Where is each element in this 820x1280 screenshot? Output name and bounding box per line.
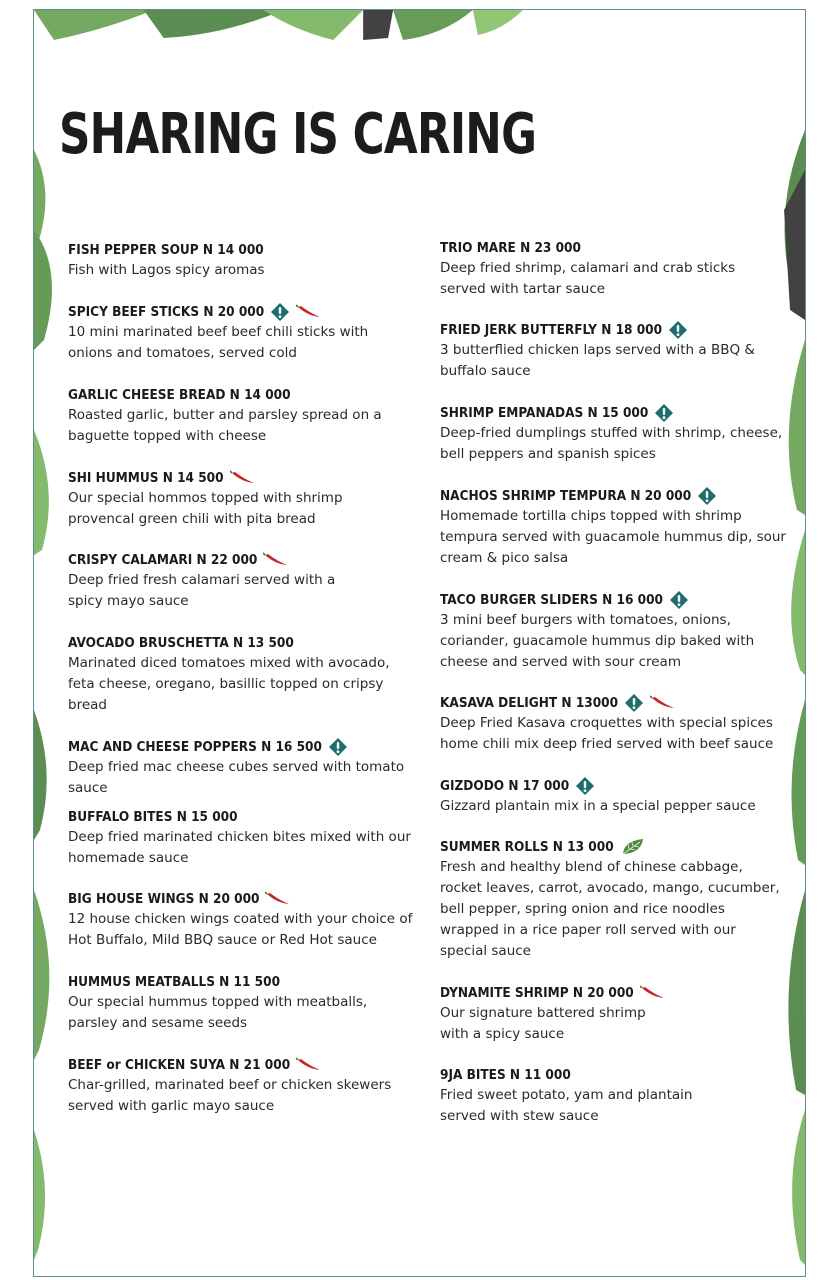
menu-item bbox=[68, 550, 428, 612]
allergen-alert-icon bbox=[575, 776, 595, 796]
item-name: SHI HUMMUS N 14 500 bbox=[68, 468, 428, 488]
item-description: Char-grilled, marinated beef or chicken skewers served with garlic mayo sauce bbox=[68, 1077, 392, 1114]
allergen-alert-icon bbox=[668, 320, 688, 340]
allergen-alert-icon bbox=[624, 693, 644, 713]
item-description: Deep fried fresh calamari served with a spicy mayo sauce bbox=[68, 572, 336, 609]
item-name: 9JA BITES N 11 000 bbox=[440, 1067, 571, 1083]
menu-item bbox=[440, 403, 800, 465]
item-description: 10 mini marinated beef beef chili sticks with onions and tomatoes, served cold bbox=[68, 324, 369, 361]
allergen-alert-icon bbox=[654, 403, 674, 423]
menu-item bbox=[68, 737, 428, 799]
item-name: AVOCADO BRUSCHETTA N 13 500 bbox=[68, 635, 294, 651]
menu-page bbox=[33, 9, 806, 1277]
item-description: Fish with Lagos spicy aromas bbox=[68, 262, 265, 278]
item-name: FRIED JERK BUTTERFLY N 18 000 bbox=[440, 320, 800, 340]
item-description: Gizzard plantain mix in a special pepper sauce bbox=[440, 798, 756, 814]
item-name: DYNAMITE SHRIMP N 20 000 bbox=[440, 983, 800, 1003]
chili-pepper-icon bbox=[265, 891, 291, 907]
allergen-alert-icon bbox=[270, 302, 290, 322]
item-name: TACO BURGER SLIDERS N 16 000 bbox=[440, 590, 800, 610]
item-description: Our special hummus topped with meatballs, parsley and sesame seeds bbox=[68, 994, 368, 1031]
item-description: Fresh and healthy blend of chinese cabbage, rocket leaves, carrot, avocado, mango, cucumber, bell pepper, spring onion and rice noodles wrapped in a rice paper roll served with our special sauce bbox=[440, 859, 780, 959]
menu-item bbox=[68, 807, 428, 869]
chili-pepper-icon bbox=[640, 985, 666, 1001]
allergen-alert-icon bbox=[697, 486, 717, 506]
item-description: Deep Fried Kasava croquettes with special spices home chili mix deep fried served with beef sauce bbox=[440, 715, 774, 752]
chili-pepper-icon bbox=[263, 552, 289, 568]
menu-item bbox=[440, 837, 800, 962]
item-description: Marinated diced tomatoes mixed with avocado, feta cheese, oregano, basillic topped on cripsy bread bbox=[68, 655, 390, 713]
item-name: MAC AND CHEESE POPPERS N 16 500 bbox=[68, 737, 428, 757]
item-name: HUMMUS MEATBALLS N 11 500 bbox=[68, 974, 281, 990]
menu-item bbox=[68, 468, 428, 530]
menu-item bbox=[68, 972, 428, 1034]
menu-item bbox=[68, 385, 428, 447]
item-description: 3 mini beef burgers with tomatoes, onions, coriander, guacamole hummus dip baked with cheese and served with sour cream bbox=[440, 612, 755, 670]
item-name: KASAVA DELIGHT N 13000 bbox=[440, 693, 800, 713]
item-name: BIG HOUSE WINGS N 20 000 bbox=[68, 889, 428, 909]
chili-pepper-icon bbox=[296, 304, 322, 320]
item-name: SUMMER ROLLS N 13 000 bbox=[440, 837, 800, 857]
chili-pepper-icon bbox=[650, 695, 676, 711]
item-name: TRIO MARE N 23 000 bbox=[440, 240, 581, 256]
item-description: Homemade tortilla chips topped with shrimp tempura served with guacamole hummus dip, sour cream & pico salsa bbox=[440, 508, 786, 566]
menu-item bbox=[440, 590, 800, 673]
item-name: FISH PEPPER SOUP N 14 000 bbox=[68, 242, 264, 258]
item-name: GARLIC CHEESE BREAD N 14 000 bbox=[68, 387, 291, 403]
menu-item bbox=[440, 693, 800, 755]
item-description: Our signature battered shrimp with a spicy sauce bbox=[440, 1005, 646, 1042]
menu-item bbox=[68, 889, 428, 951]
menu-item bbox=[440, 320, 800, 382]
item-description: Our special hommos topped with shrimp provencal green chili with pita bread bbox=[68, 490, 343, 527]
item-description: Deep fried mac cheese cubes served with tomato sauce bbox=[68, 759, 405, 796]
menu-item bbox=[440, 983, 800, 1045]
item-description: Roasted garlic, butter and parsley spread on a baguette topped with cheese bbox=[68, 407, 382, 444]
menu-item bbox=[68, 302, 428, 364]
chili-pepper-icon bbox=[230, 470, 256, 486]
item-description: Deep-fried dumplings stuffed with shrimp, cheese, bell peppers and spanish spices bbox=[440, 425, 783, 462]
vegetarian-leaf-icon bbox=[620, 837, 646, 857]
item-name: CRISPY CALAMARI N 22 000 bbox=[68, 550, 428, 570]
page-title: SHARING IS CARING bbox=[59, 102, 537, 167]
item-name: BEEF or CHICKEN SUYA N 21 000 bbox=[68, 1055, 428, 1075]
menu-item bbox=[440, 486, 800, 569]
item-name: BUFFALO BITES N 15 000 bbox=[68, 809, 238, 825]
allergen-alert-icon bbox=[328, 737, 348, 757]
item-description: 3 butterflied chicken laps served with a BBQ & buffalo sauce bbox=[440, 342, 755, 379]
menu-item bbox=[440, 776, 800, 817]
menu-item bbox=[440, 1065, 800, 1127]
menu-item bbox=[68, 240, 428, 281]
item-name: SHRIMP EMPANADAS N 15 000 bbox=[440, 403, 800, 423]
menu-item bbox=[440, 238, 800, 300]
item-description: 12 house chicken wings coated with your choice of Hot Buffalo, Mild BBQ sauce or Red Hot sauce bbox=[68, 911, 413, 948]
item-name: GIZDODO N 17 000 bbox=[440, 776, 800, 796]
item-description: Deep fried marinated chicken bites mixed with our homemade sauce bbox=[68, 829, 411, 866]
allergen-alert-icon bbox=[669, 590, 689, 610]
item-name: SPICY BEEF STICKS N 20 000 bbox=[68, 302, 428, 322]
menu-item bbox=[68, 633, 428, 716]
item-description: Fried sweet potato, yam and plantain served with stew sauce bbox=[440, 1087, 693, 1124]
item-name: NACHOS SHRIMP TEMPURA N 20 000 bbox=[440, 486, 800, 506]
item-description: Deep fried shrimp, calamari and crab sticks served with tartar sauce bbox=[440, 260, 736, 297]
chili-pepper-icon bbox=[296, 1057, 322, 1073]
menu-item bbox=[68, 1055, 428, 1117]
